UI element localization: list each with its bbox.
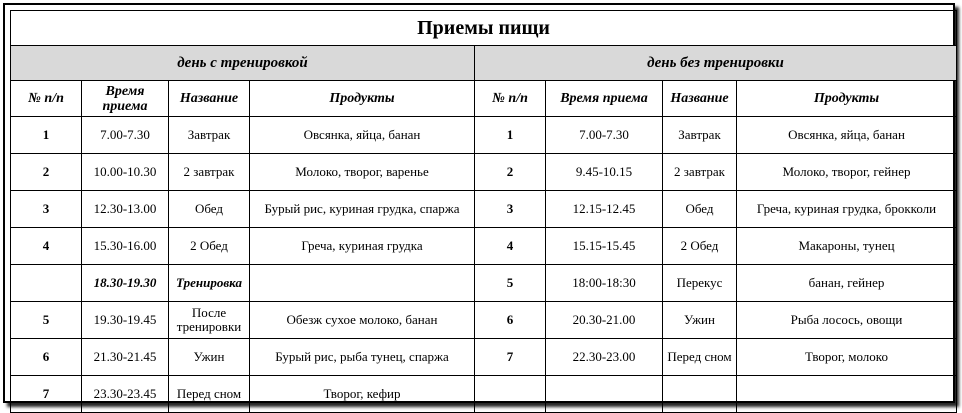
rest-num-cell: 7 <box>475 339 546 376</box>
rest-name-cell: 2 завтрак <box>663 154 737 191</box>
rest-name-cell: 2 Обед <box>663 228 737 265</box>
training-time-cell: 19.30-19.45 <box>82 302 169 339</box>
rest-num-cell: 5 <box>475 265 546 302</box>
training-num-cell: 6 <box>11 339 82 376</box>
rest-time-header: Время приема <box>546 81 663 117</box>
training-time-cell: 12.30-13.00 <box>82 191 169 228</box>
training-name-cell: Ужин <box>169 339 250 376</box>
training-products-cell: Обезж сухое молоко, банан <box>250 302 475 339</box>
rest-name-cell: Завтрак <box>663 117 737 154</box>
rest-products-cell: Рыба лосось, овощи <box>737 302 957 339</box>
rest-products-cell: банан, гейнер <box>737 265 957 302</box>
training-products-cell: Овсянка, яйца, банан <box>250 117 475 154</box>
training-products-header: Продукты <box>250 81 475 117</box>
training-products-cell: Творог, кефир <box>250 376 475 413</box>
training-products-cell <box>250 265 475 302</box>
table-row <box>11 302 957 339</box>
training-name-cell: Обед <box>169 191 250 228</box>
training-name-cell: 2 Обед <box>169 228 250 265</box>
document-frame <box>3 3 955 403</box>
rest-num-header: № п/п <box>475 81 546 117</box>
table-row <box>11 154 957 191</box>
training-num-cell: 4 <box>11 228 82 265</box>
table-row <box>11 339 957 376</box>
rest-num-cell <box>475 376 546 413</box>
training-name-cell: После тренировки <box>169 302 250 339</box>
training-num-cell: 1 <box>11 117 82 154</box>
training-time-cell: 18.30-19.30 <box>82 265 169 302</box>
table-row <box>11 265 957 302</box>
rest-name-cell: Перекус <box>663 265 737 302</box>
rest-time-cell: 22.30-23.00 <box>546 339 663 376</box>
rest-time-cell: 20.30-21.00 <box>546 302 663 339</box>
rest-time-cell <box>546 376 663 413</box>
rest-num-cell: 4 <box>475 228 546 265</box>
training-time-header: Время приема <box>82 81 169 117</box>
rest-products-cell <box>737 376 957 413</box>
table-row <box>11 376 957 413</box>
rest-time-cell: 18:00-18:30 <box>546 265 663 302</box>
training-day-heading: день с тренировкой <box>11 46 475 81</box>
training-time-cell: 21.30-21.45 <box>82 339 169 376</box>
training-num-cell <box>11 265 82 302</box>
training-name-cell: 2 завтрак <box>169 154 250 191</box>
training-num-cell: 2 <box>11 154 82 191</box>
training-products-cell: Бурый рис, куриная грудка, спаржа <box>250 191 475 228</box>
rest-time-cell: 15.15-15.45 <box>546 228 663 265</box>
rest-name-cell: Ужин <box>663 302 737 339</box>
rest-num-cell: 1 <box>475 117 546 154</box>
rest-day-heading: день без тренировки <box>475 46 957 81</box>
training-name-cell: Перед сном <box>169 376 250 413</box>
rest-products-cell: Греча, куриная грудка, брокколи <box>737 191 957 228</box>
rest-name-cell: Перед сном <box>663 339 737 376</box>
column-header-row <box>11 81 957 117</box>
training-products-cell: Молоко, творог, варенье <box>250 154 475 191</box>
training-num-cell: 7 <box>11 376 82 413</box>
rest-num-cell: 2 <box>475 154 546 191</box>
rest-products-cell: Макароны, тунец <box>737 228 957 265</box>
training-time-cell: 23.30-23.45 <box>82 376 169 413</box>
training-name-header: Название <box>169 81 250 117</box>
rest-num-cell: 3 <box>475 191 546 228</box>
rest-num-cell: 6 <box>475 302 546 339</box>
rest-time-cell: 7.00-7.30 <box>546 117 663 154</box>
training-name-cell: Тренировка <box>169 265 250 302</box>
table-row <box>11 117 957 154</box>
rest-products-header: Продукты <box>737 81 957 117</box>
training-time-cell: 7.00-7.30 <box>82 117 169 154</box>
training-time-cell: 15.30-16.00 <box>82 228 169 265</box>
training-time-cell: 10.00-10.30 <box>82 154 169 191</box>
rest-products-cell: Творог, молоко <box>737 339 957 376</box>
rest-time-cell: 9.45-10.15 <box>546 154 663 191</box>
training-name-cell: Завтрак <box>169 117 250 154</box>
rest-products-cell: Овсянка, яйца, банан <box>737 117 957 154</box>
table-row <box>11 228 957 265</box>
rest-products-cell: Молоко, творог, гейнер <box>737 154 957 191</box>
training-products-cell: Бурый рис, рыба тунец, спаржа <box>250 339 475 376</box>
rest-name-cell: Обед <box>663 191 737 228</box>
training-num-cell: 5 <box>11 302 82 339</box>
training-num-header: № п/п <box>11 81 82 117</box>
meals-table <box>10 10 957 413</box>
training-num-cell: 3 <box>11 191 82 228</box>
rest-name-header: Название <box>663 81 737 117</box>
rest-time-cell: 12.15-12.45 <box>546 191 663 228</box>
table-row <box>11 191 957 228</box>
table-title: Приемы пищи <box>11 11 957 46</box>
training-products-cell: Греча, куриная грудка <box>250 228 475 265</box>
rest-name-cell <box>663 376 737 413</box>
